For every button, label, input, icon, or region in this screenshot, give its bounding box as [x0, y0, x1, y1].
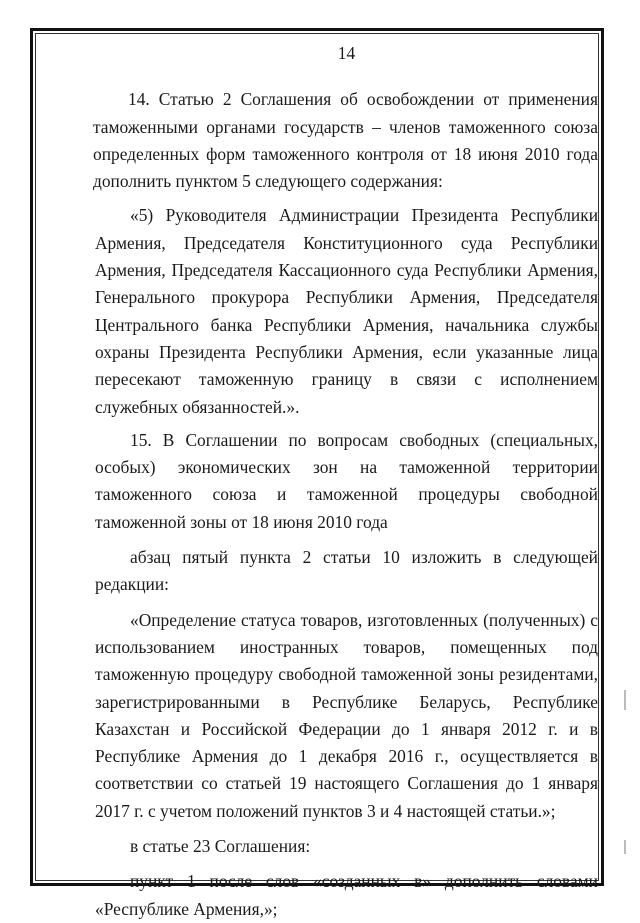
- scan-artifact: [624, 690, 626, 710]
- quoted-item-5: «5) Руководителя Администрации Президента Республики Армения, Председателя Конституционного суда Республики Армения, Председателя Кассационного суда Республики Армения, Генерального прокурора Республики Армения, Председателя Центрального банка Республики Армения, начальника службы охраны Президента Республики Армения, если указанные лица пересекают таможенную границу в связи с исполнением служебных обязанностей.».: [95, 205, 598, 417]
- quoted-definition: «Определение статуса товаров, изготовленных (полученных) с использованием иностранных товаров, помещенных под таможенную процедуру свободной таможенной зоны резидентами, зарегистрированными в Республике Беларусь, Республике Казахстан и Российской Федерации до 1 января 2012 г. и в Республике Армения до 1 декабря 2016 г., осуществляется в соответствии со статьей 19 настоящего Соглашения до 1 января 2017 г. с учетом положений пунктов 3 и 4 настоящей статьи.»;: [95, 609, 598, 821]
- paragraph-15: 15. В Соглашении по вопросам свободных (специальных, особых) экономических зон на таможенной территории таможенного союза и таможенной процедуры свободной таможенной зоны от 18 июня 2010 года: [95, 429, 598, 532]
- paragraph-article-23: в статье 23 Соглашения:: [130, 836, 311, 857]
- paragraph-point-1: пункт 1 после слов «созданных в» дополнить словами «Республике Армения,»;: [95, 871, 598, 919]
- paragraph-14: 14. Статью 2 Соглашения об освобождении от применения таможенными органами государств – членов таможенного союза определенных форм таможенного контроля от 18 июня 2010 года дополнить пунктом 5 следующего содержания:: [93, 89, 598, 192]
- scan-artifact: [624, 840, 626, 854]
- page-number: 14: [337, 43, 356, 63]
- paragraph-abzac: абзац пятый пункта 2 статьи 10 изложить в следующей редакции:: [95, 547, 598, 595]
- document-body: [95, 40, 598, 923]
